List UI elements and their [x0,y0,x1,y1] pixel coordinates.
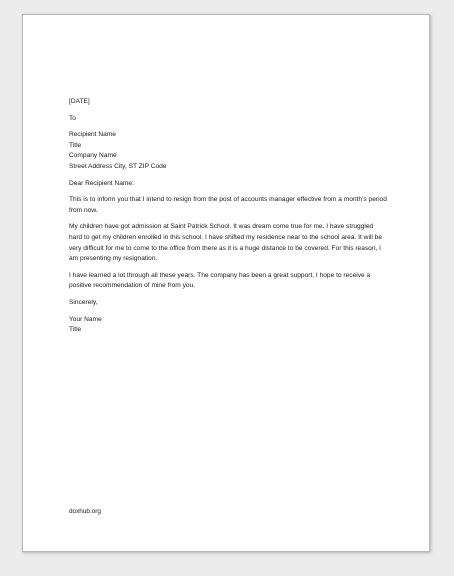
sender-name: Your Name [69,315,102,323]
salutation: Dear Recipient Name: [69,179,134,187]
recipient-name: Recipient Name [69,131,116,139]
paragraph-1: This is to inform you that I intend to resign from the post of accounts manager effective from a month’s period from now. [69,196,387,214]
date-line: [DATE] [69,98,90,105]
document-page [22,14,430,552]
street-address: Street Address City, ST ZIP Code [69,162,167,170]
recipient-block [69,130,387,172]
closing: Sincerely, [69,298,98,306]
signature-block [69,315,387,336]
paragraph-2: My children have got admission at Saint Patrick School. It was dream come true for me. I have struggled hard to get my children enrolled in this school. I have shifted my residence near to the school area. It will be very difficult for me to come to the office from there as it is a huge distance to be covered. For this reason, I am presenting my resignation. [69,223,383,263]
sender-title: Title [69,326,82,334]
to-line: To [69,114,76,122]
footer-site: doxhub.org [69,508,101,515]
company-name: Company Name [69,152,117,160]
recipient-title: Title [69,141,82,149]
letter-body [69,97,387,342]
paragraph-3: I have learned a lot through all these years. The company has been a great support. I hope to receive a positive recommendation of mine from you. [69,271,371,290]
